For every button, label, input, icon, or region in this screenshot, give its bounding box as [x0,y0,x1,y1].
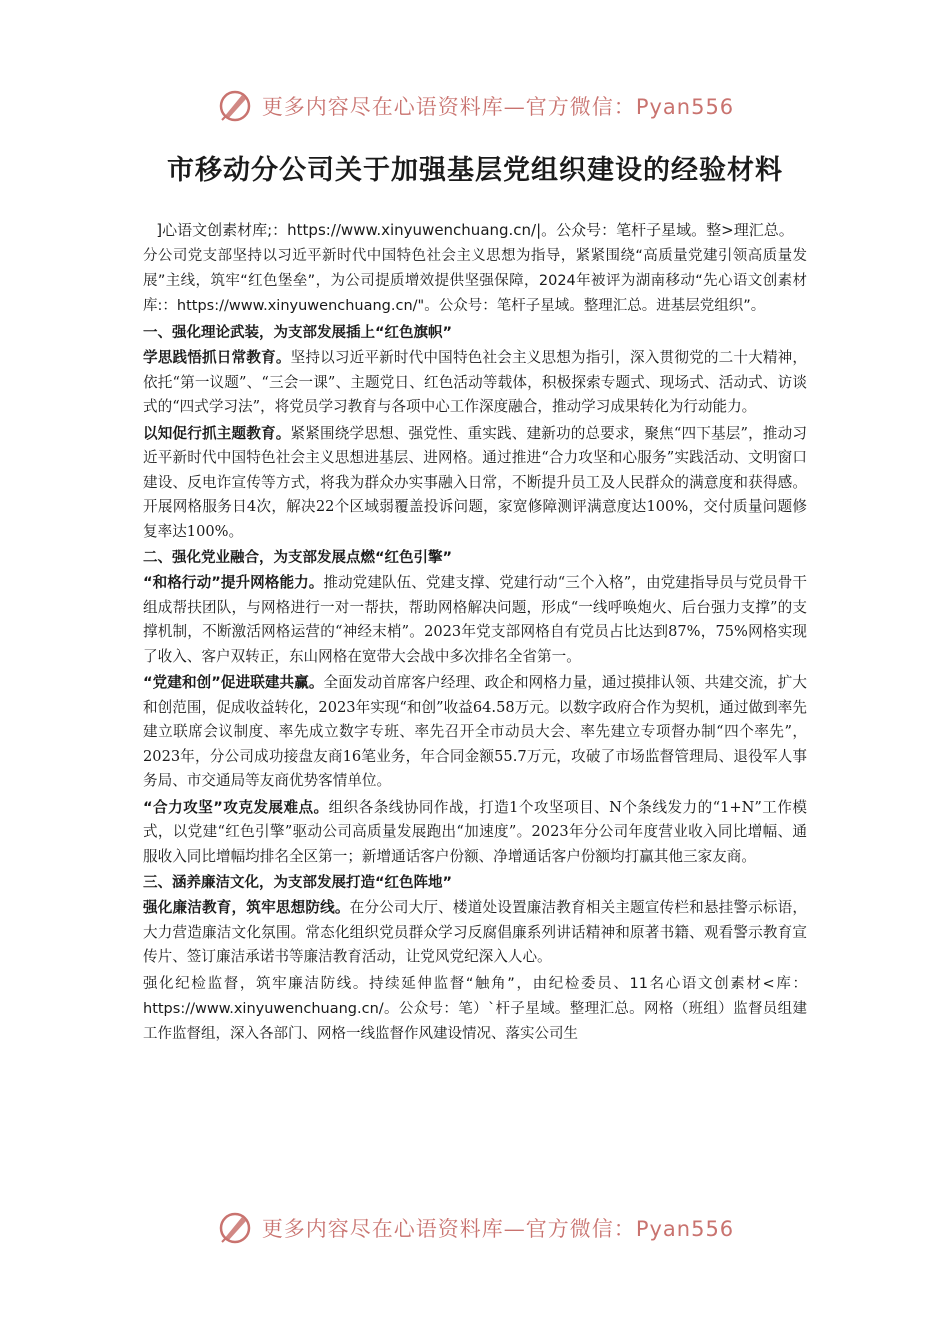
section-2-heading: 二、强化党业融合，为支部发展点燃“红色引擎” [143,550,453,566]
section-2-paragraph-3 [143,796,807,870]
document-body [143,218,807,1049]
paragraph-body: 坚持以习近平新时代中国特色社会主义思想为指引，深入贯彻党的二十大精神，依托“第一议题”、“三会一课”、主题党日、红色活动等载体，积极探索专题式、现场式、活动式、访谈式的“四式学习法”，将党员学习教育与各项中心工作深度融合，推动学习成果转化为行动能力。 [143,349,807,415]
section-1-heading: 一、强化理论武装，为支部发展插上“红色旗帜” [143,325,453,341]
paragraph-lead: “合力攻坚”攻克发展难点。 [143,798,329,816]
paragraph-body: 全面发动首席客户经理、政企和网格力量，通过摸排认领、共建交流，扩大和创范围，促成收益转化，2023年实现“和创”收益64.58万元。以数字政府合作为契机，通过做到率先建立联席会议制度、率先成立数字专班、率先召开全市动员大会、率先建立专项督办制“四个率先”，2023年，分公司成功接盘友商16笔业务，年合同金额55.7万元，攻破了市场监督管理局、退役军人事务局、市交通局等友商优势客情单位。 [143,674,807,789]
banner-text: 更多内容尽在心语资料库—官方微信：Pyan556 [261,95,735,119]
section-1-paragraph-2 [143,422,807,545]
bottom-banner [0,1206,950,1250]
section-3-heading: 三、涵养廉洁文化，为支部发展打造“红色阵地” [143,875,453,891]
quill-pen-logo-icon [216,87,254,125]
page-title: 市移动分公司关于加强基层党组织建设的经验材料 [167,155,783,186]
paragraph-lead: 强化廉洁教育，筑牢思想防线。 [143,899,350,916]
paragraph-body: 推动党建队伍、党建支撑、党建行动“三个入格”，由党建指导员与党员骨干组成帮扶团队，与网格进行一对一帮扶，帮助网格解决问题，形成“一线呼唤炮火、后台强力支撑”的支撑机制，不断激活网格运营的“神经末梢”。2023年党支部网格自有党员占比达到87%，75%网格实现了收入、客户双转正，东山网格在宽带大会战中多次排名全省第一。 [143,574,807,665]
paragraph-lead: “党建和创”促进联建共赢。 [143,674,324,691]
paragraph-lead: 以知促行抓主题教育。 [143,424,291,442]
wechat-id: Pyan556 [635,95,735,119]
paragraph-lead: 学思践悟抓日常教育。 [143,349,291,366]
quill-pen-logo-icon [216,1209,254,1247]
section-1-paragraph-1 [143,346,807,420]
banner-text: 更多内容尽在心语资料库—官方微信：Pyan556 [261,1217,735,1241]
paragraph-lead: “和格行动”提升网格能力。 [143,574,324,591]
section-2-paragraph-2 [143,671,807,794]
wechat-id: Pyan556 [635,1217,735,1241]
section-3-paragraph-1 [143,896,807,970]
paragraph-body: 在分公司大厅、楼道处设置廉洁教育相关主题宣传栏和悬挂警示标语，大力营造廉洁文化氛围。常态化组织党员群众学习反腐倡廉系列讲话精神和原著书籍、观看警示教育宣传片、签订廉洁承诺书等廉洁教育活动，让党风党纪深入人心。 [143,899,807,965]
paragraph-body: 紧紧围绕学思想、强党性、重实践、建新功的总要求，聚焦“四下基层”，推动习近平新时代中国特色社会主义思想进基层、进网格。通过推进“合力攻坚和心服务”实践活动、文明窗口建设、反电诈宣传等方式，将我为群众办实事融入日常，不断提升员工及人民群众的满意度和获得感。开展网格服务日4次，解决22个区域弱覆盖投诉问题，家宽修障测评满意度达100%，交付质量问题修复率达100%。 [143,424,807,540]
tail-paragraph: 强化纪检监督，筑牢廉洁防线。持续延伸监督“触角”，由纪检委员、11名心语文创素材<库：https://www.xinyuwenchuang.cn/。公众号：笔）`杆子星域。整理汇总。网格（班组）监督员组建工作监督组，深入各部门、网格一线监督作风建设情况、落实公司生 [143,975,807,1042]
paragraph-body: 组织各条线协同作战，打造1个攻坚项目、N个条线发力的“1+N”工作模式，以党建“红色引擎”驱动公司高质量发展跑出“加速度”。2023年分公司年度营业收入同比增幅、通服收入同比增幅均排名全区第一；新增通话客户份额、净增通话客户份额均打赢其他三家友商。 [143,798,807,865]
top-banner [0,84,950,128]
intro-paragraph: 分公司党支部坚持以习近平新时代中国特色社会主义思想为指导，紧紧围绕“高质量党建引领高质量发展”主线，筑牢“红色堡垒”，为公司提质增效提供坚强保障，2024年被评为湖南移动“先心语文创素材库:：https://www.xinyuwenchuang.cn/"。公众号：笔杆子星域。整理汇总。进基层党组织”。 [143,248,807,314]
section-2-paragraph-1 [143,571,807,669]
source-meta-line: ]心语文创素材库;：https://www.xinyuwenchuang.cn/|。公众号：笔杆子星域。整>理汇总。 [156,221,794,239]
